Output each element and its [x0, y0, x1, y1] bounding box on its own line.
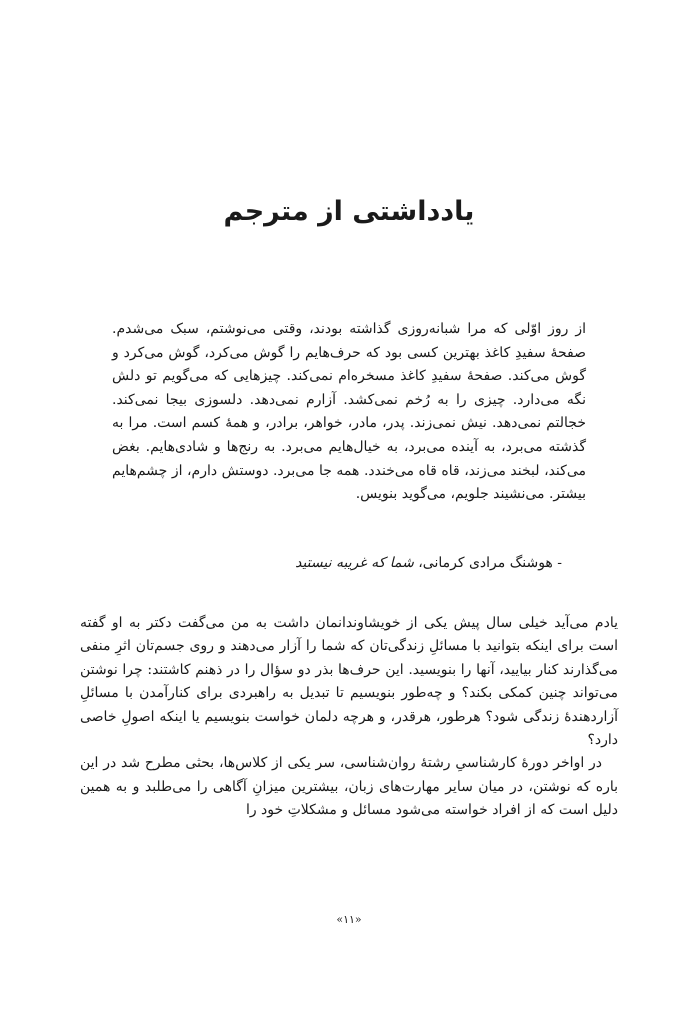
- epigraph-quote: از روز اوّلی که مرا شبانه‌روزی گذاشته بودند، وقتی می‌نوشتم، سبک می‌شدم. صفحهٔ سفیدِ کاغذ بهترین کسی بود که حرف‌هایم را گوش می‌کرد، گوش می‌کرد و گوش می‌کند. صفحهٔ سفیدِ کاغذ مسخره‌ام نمی‌کند. چیزهایی که می‌گویم تو دلش نگه می‌دارد. چیزی را به رُخم نمی‌کشد. آزارم نمی‌دهد. دلسوزی بیجا نمی‌کند. خجالتم نمی‌دهد. نیش نمی‌زند. پدر، مادر، خواهر، برادر، و همهٔ کسم است. مرا به گذشته می‌برد، به آینده می‌برد، به خیال‌هایم می‌برد. به رنج‌ها و شادی‌هایم. بغض می‌کند، لبخند می‌زند، قاه قاه می‌خندد. همه جا می‌برد. دوستش دارم، از چشم‌هایم بیشتر. می‌نشیند جلویم، می‌گوید بنویس.: [112, 321, 586, 503]
- attribution-author: - هوشنگ مرادی کرمانی،: [418, 555, 562, 571]
- epigraph-attribution: [295, 552, 562, 574]
- chapter-title: یادداشتی از مترجم: [223, 196, 475, 227]
- body-paragraph-1: یادم می‌آید خیلی سال پیش یکی از خویشاوندانمان داشت به من می‌گفت دکتر به او گفته است برای اینکه بتوانید با مسائلِ زندگی‌تان که شما را آزار می‌دهند و روی جسم‌تان اثرِ منفی می‌گذارند کنار بیایید، آنها را بنویسید. این حرف‌ها بذر دو سؤال را در ذهنم کاشتند: چرا نوشتن می‌تواند چنین کمکی بکند؟ و چه‌طور بنویسیم تا تبدیل به راهبردی برای کنارآمدن با مسائلِ آزاردهندهٔ زندگی شود؟ هرطور، هرقدر، و هرچه دلمان خواست بنویسیم یا اینکه اصولِ خاصی دارد؟: [80, 615, 618, 749]
- body-paragraph-2: در اواخر دورهٔ کارشناسیِ رشتهٔ روان‌شناسی، سر یکی از کلاس‌ها، بحثی مطرح شد در این باره که نوشتن، در میان سایر مهارت‌های زبان، بیشترین میزانِ آگاهی را می‌طلبد و به همین دلیل است که از افراد خواسته می‌شود مسائل و مشکلاتِ خود را: [80, 755, 618, 819]
- body-text: [80, 612, 618, 823]
- attribution-work-title: شما که غریبه نیستید: [295, 555, 414, 571]
- page-number: «۱۱»: [336, 913, 362, 926]
